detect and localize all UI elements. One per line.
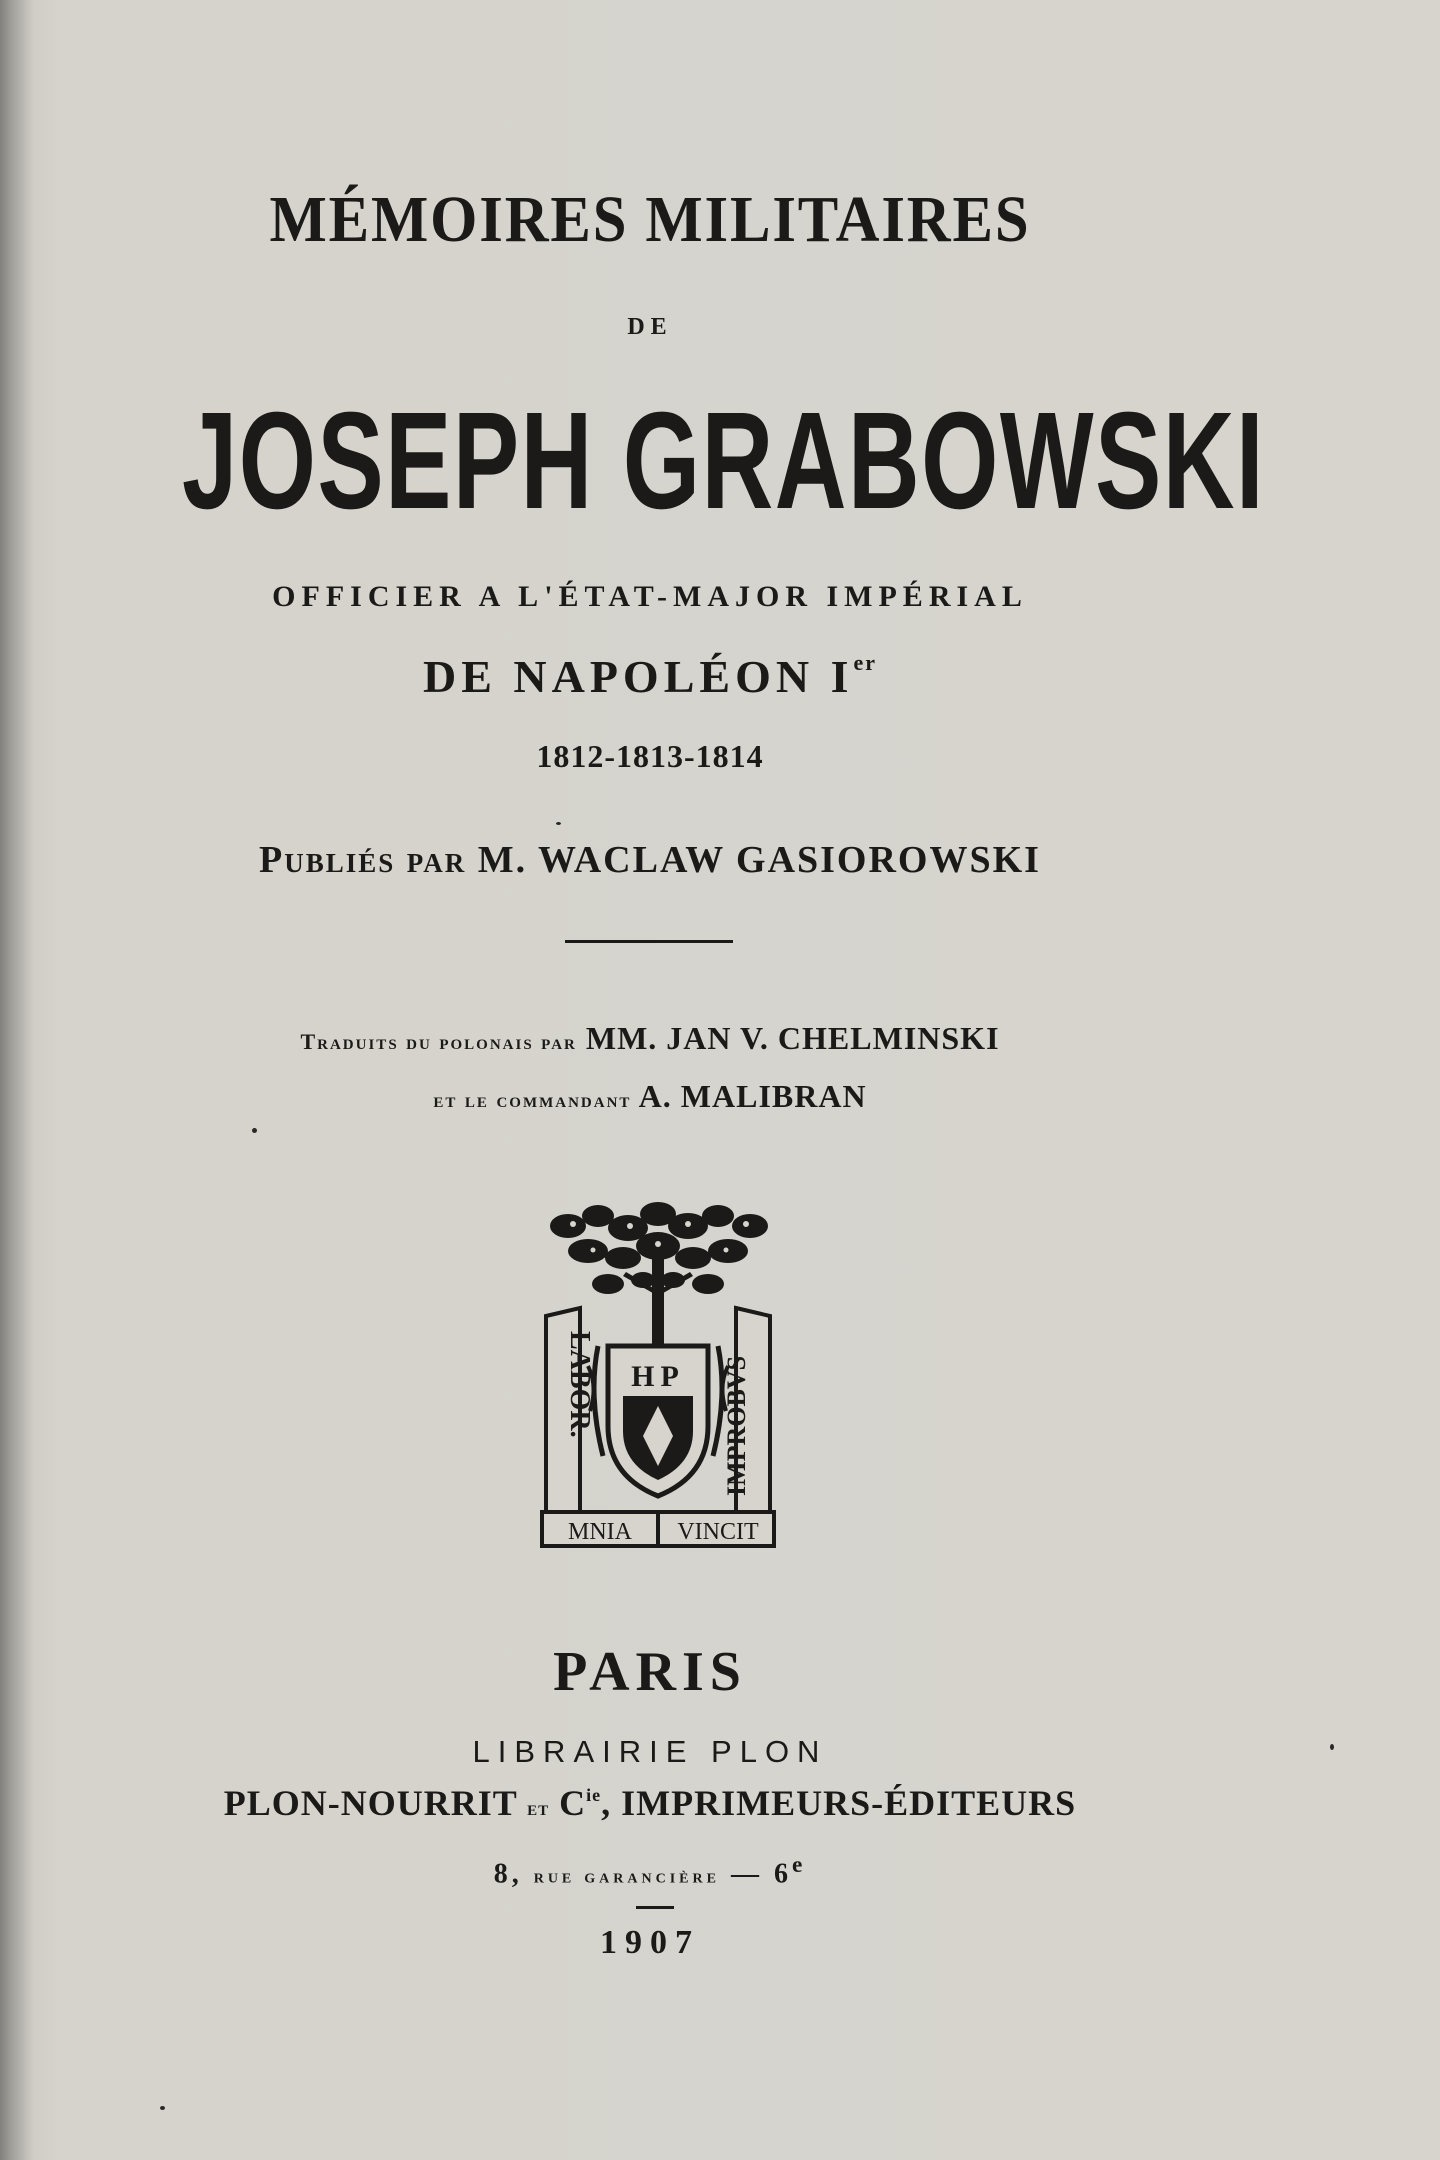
officer-line: OFFICIER A L'ÉTAT-MAJOR IMPÉRIAL — [272, 580, 1028, 613]
publisher-line — [0, 1782, 1300, 1824]
librairie-plon: LIBRAIRIE PLON — [472, 1734, 828, 1769]
publies-name: M. WACLAW GASIOROWSKI — [477, 839, 1041, 881]
et-line — [0, 1078, 1300, 1115]
address-num: 8, — [493, 1858, 523, 1890]
address-arr: — 6 — [730, 1858, 792, 1890]
publication-year: 1907 — [600, 1924, 700, 1961]
ribbon-right-text: VINCIT — [677, 1519, 759, 1545]
address-arr-sup: e — [791, 1852, 807, 1878]
publisher-c: C — [559, 1783, 587, 1823]
traduits-prefix: Traduits du polonais par — [300, 1029, 577, 1054]
title-de: DE — [627, 314, 673, 340]
short-rule — [636, 1906, 674, 1909]
address-street: rue garancière — [533, 1865, 720, 1888]
city-paris: PARIS — [553, 1641, 747, 1703]
publisher-et: et — [527, 1795, 550, 1820]
title-memoires-militaires: MÉMOIRES MILITAIRES — [269, 183, 1031, 256]
publies-line — [0, 838, 1300, 882]
paper-speck — [1330, 1744, 1334, 1750]
traduits-names: MM. JAN V. CHELMINSKI — [585, 1020, 1000, 1056]
author-name: JOSEPH GRABOWSKI — [181, 384, 1266, 538]
years-line: 1812-1813-1814 — [536, 738, 764, 774]
paper-speck — [556, 822, 561, 825]
napoleon-line — [0, 650, 1300, 703]
monogram-text: HP — [631, 1360, 685, 1393]
publisher-b: , IMPRIMEURS-ÉDITEURS — [601, 1783, 1077, 1823]
banner-left-text: LABOR. — [564, 1331, 595, 1438]
banner-right-text: IMPROBVS — [722, 1355, 751, 1496]
paper-speck — [252, 1128, 257, 1133]
divider-rule — [565, 940, 733, 943]
ribbon-left-text: MNIA — [568, 1519, 632, 1545]
publisher-emblem — [528, 1196, 788, 1566]
paper-speck — [160, 2106, 165, 2110]
address-line — [0, 1852, 1300, 1890]
publisher-a: PLON-NOURRIT — [223, 1783, 518, 1823]
publisher-c-sup: ie — [586, 1785, 602, 1805]
et-prefix: et le commandant — [433, 1087, 632, 1112]
traduits-line — [0, 1020, 1300, 1057]
publies-prefix: Publiés par — [259, 839, 467, 881]
napoleon-main: DE NAPOLÉON I — [422, 651, 854, 702]
napoleon-sup: er — [853, 650, 877, 675]
et-name: A. MALIBRAN — [638, 1078, 867, 1114]
